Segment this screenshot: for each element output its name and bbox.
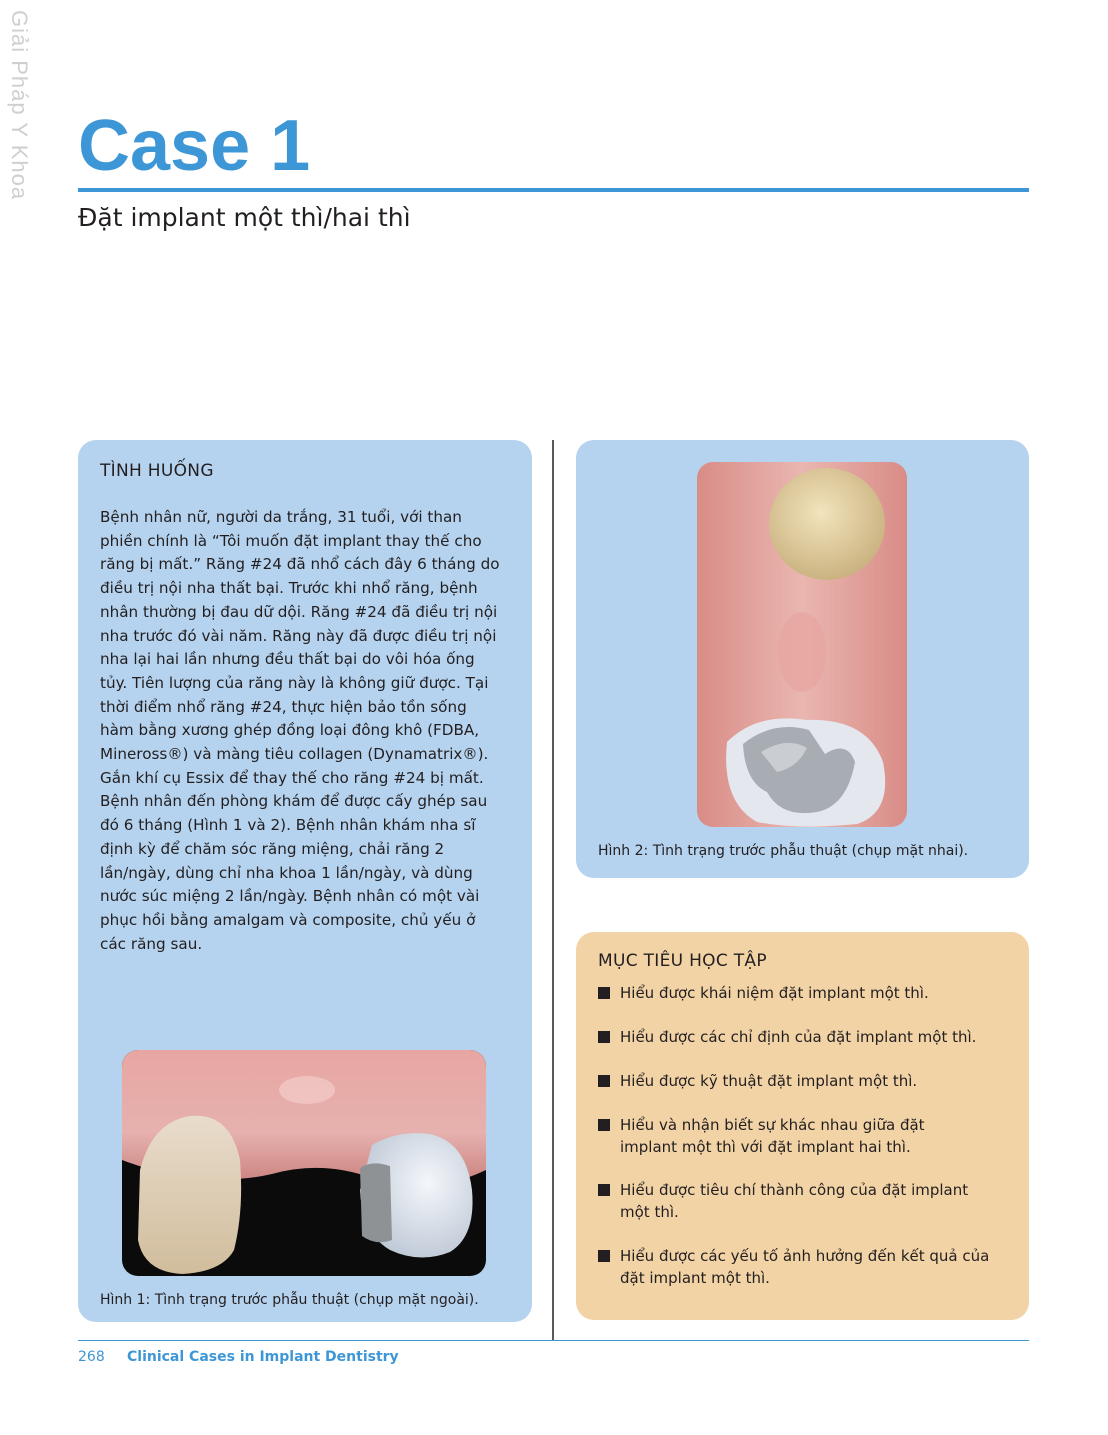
- objective-text: Hiểu và nhận biết sự khác nhau giữa đặt implant một thì với đặt implant hai thì.: [620, 1116, 925, 1156]
- objective-text: Hiểu được các chỉ định của đặt implant một thì.: [620, 1028, 977, 1046]
- figure1-caption: Hình 1: Tình trạng trước phẫu thuật (chụp mặt ngoài).: [100, 1292, 479, 1308]
- objective-item: [598, 1245, 998, 1289]
- square-bullet-icon: [598, 1184, 610, 1196]
- objective-item: [598, 1070, 1018, 1092]
- square-bullet-icon: [598, 1119, 610, 1131]
- objective-item: [598, 1114, 958, 1158]
- situation-text: Bệnh nhân nữ, người da trắng, 31 tuổi, với than phiền chính là “Tôi muốn đặt implant thay thế cho răng bị mất.” Răng #24 đã nhổ cách đây 6 tháng do điều trị nội nha thất bại. Trước khi nhổ răng, bệnh nhân thường bị đau dữ dội. Răng #24 đã điều trị nội nha trước đó vài năm. Răng này đã được điều trị nội nha lại hai lần nhưng đều thất bại do vôi hóa ống tủy. Tiên lượng của răng này là không giữ được. Tại thời điểm nhổ răng #24, thực hiện bảo tồn sống hàm bằng xương ghép đồng loại đông khô (FDBA, Mineross®) và màng tiêu collagen (Dynamatrix®). Gắn khí cụ Essix để thay thế cho răng #24 bị mất. Bệnh nhân đến phòng khám để được cấy ghép sau đó 6 tháng (Hình 1 và 2). Bệnh nhân khám nha sĩ định kỳ để chăm sóc răng miệng, chải răng 2 lần/ngày, dùng chỉ nha khoa 1 lần/ngày, và dùng nước súc miệng 2 lần/ngày. Bệnh nhân có một vài phục hồi bằng amalgam và composite, chủ yếu ở các răng sau.: [100, 508, 500, 953]
- objective-item: [598, 982, 1018, 1004]
- objective-text: Hiểu được khái niệm đặt implant một thì.: [620, 984, 929, 1002]
- objective-text: Hiểu được kỹ thuật đặt implant một thì.: [620, 1072, 918, 1090]
- watermark: Giải Pháp Y Khoa: [7, 10, 32, 201]
- figure1-photo: [122, 1050, 486, 1276]
- square-bullet-icon: [598, 1075, 610, 1087]
- objective-item: [598, 1179, 998, 1223]
- square-bullet-icon: [598, 1250, 610, 1262]
- case-title: Case 1: [78, 106, 311, 186]
- title-rule: [78, 188, 1029, 192]
- learning-objectives-box: [576, 932, 1029, 1320]
- figure2-photo: [697, 462, 907, 827]
- objective-item: [598, 1026, 1018, 1048]
- page-number: 268: [78, 1349, 105, 1365]
- square-bullet-icon: [598, 987, 610, 999]
- figure2-box: [576, 440, 1029, 878]
- situation-heading: TÌNH HUỐNG: [100, 461, 214, 481]
- objective-text: Hiểu được các yếu tố ảnh hưởng đến kết quả của đặt implant một thì.: [620, 1247, 990, 1287]
- objective-text: Hiểu được tiêu chí thành công của đặt implant một thì.: [620, 1181, 969, 1221]
- case-subtitle: Đặt implant một thì/hai thì: [78, 203, 411, 232]
- objectives-heading: MỤC TIÊU HỌC TẬP: [598, 951, 767, 971]
- figure2-caption: Hình 2: Tình trạng trước phẫu thuật (chụp mặt nhai).: [598, 843, 969, 859]
- book-title: Clinical Cases in Implant Dentistry: [127, 1349, 399, 1365]
- square-bullet-icon: [598, 1031, 610, 1043]
- situation-box: [78, 440, 532, 1322]
- column-divider: [552, 440, 554, 1340]
- footer-rule: [78, 1340, 1029, 1341]
